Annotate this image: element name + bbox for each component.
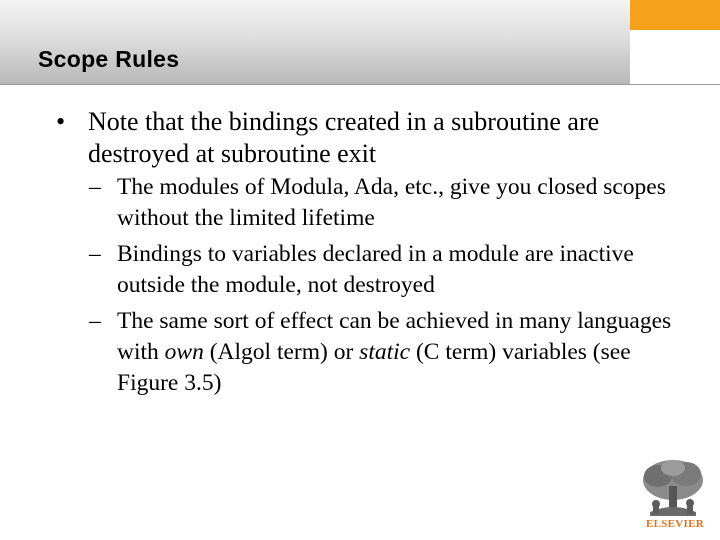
sub-bullet-3-pre: The same sort of effect can be achieved in many languages with: [117, 308, 672, 365]
sub-bullet-2-text: Bindings to variables declared in a module are inactive outside the module, not destroyed: [117, 241, 634, 298]
elsevier-wordmark: ELSEVIER: [645, 518, 705, 530]
accent-bar: [630, 0, 720, 30]
main-bullet: [0, 106, 690, 170]
sub-bullet-3-post: (C term) variables (see Figure 3.5): [117, 339, 631, 396]
term-static: static: [359, 339, 411, 365]
sub-bullet-marker: –: [89, 308, 101, 334]
term-own: own: [164, 339, 204, 365]
sub-bullet-3: [0, 306, 677, 399]
sub-bullet-1: [0, 172, 677, 234]
sub-bullet-marker: –: [89, 174, 101, 200]
sub-bullet-3-text: [117, 308, 671, 396]
main-bullet-text: Note that the bindings created in a subroutine are destroyed at subroutine exit: [88, 107, 600, 168]
sub-bullet-3-mid: (Algol term) or: [203, 339, 360, 365]
slide-title: Scope Rules: [38, 46, 180, 72]
title-divider: [0, 84, 720, 85]
bullet-marker: •: [56, 107, 66, 136]
sub-bullet-1-text: The modules of Modula, Ada, etc., give you closed scopes without the limited lifetime: [117, 174, 666, 231]
sub-bullet-2: [0, 239, 677, 301]
slide-content: [0, 106, 690, 404]
sub-bullet-marker: –: [89, 241, 101, 267]
